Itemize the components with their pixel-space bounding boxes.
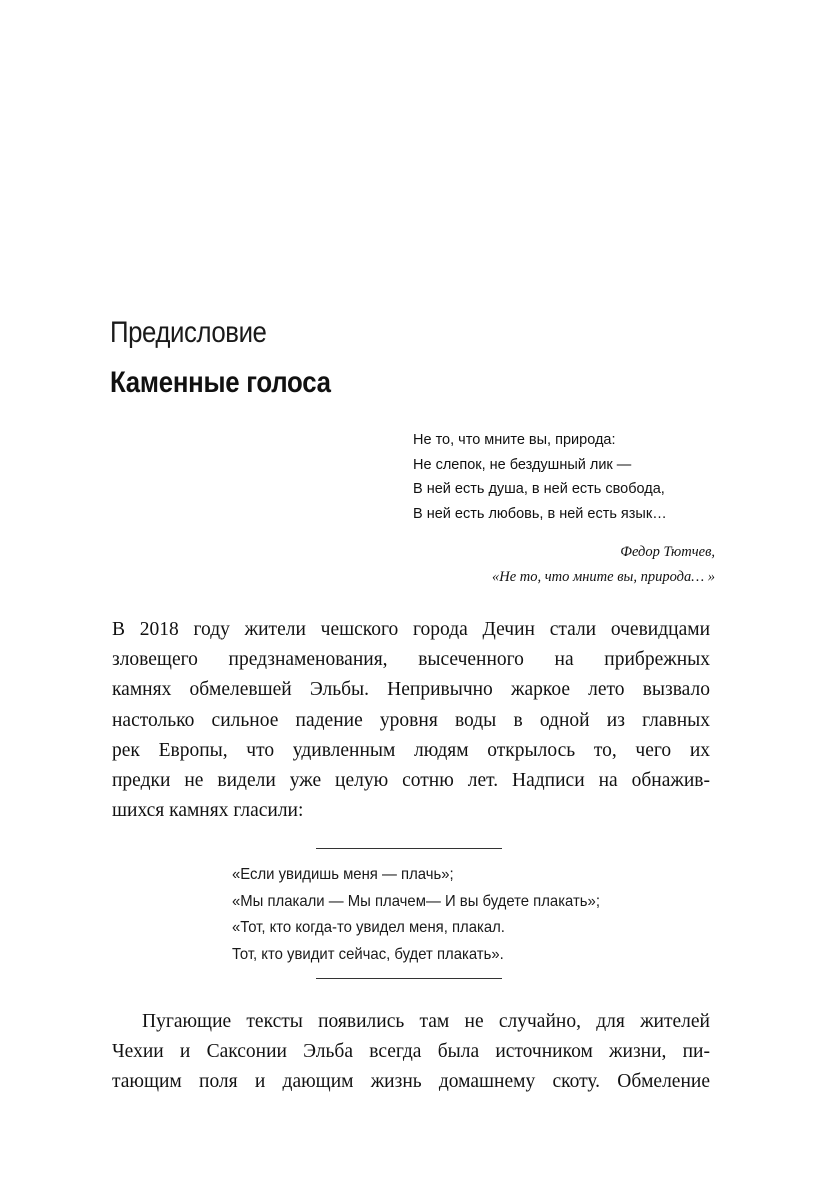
inscription-divider-bottom <box>316 978 502 979</box>
inscription-line: «Тот, кто когда-то увидел меня, плакал. <box>232 919 505 936</box>
inscription-divider-top <box>316 848 502 849</box>
paragraph-line: Пугающие тексты появились там не случайно, для жителей <box>142 1011 710 1032</box>
paragraph-line: тающим поля и дающим жизнь домашнему скоту. Обмеление <box>112 1071 710 1093</box>
paragraph-line: Чехии и Саксонии Эльба всегда была источником жизни, пи- <box>112 1041 710 1063</box>
attribution-author: Федор Тютчев, <box>620 544 715 560</box>
stone-inscription-quote <box>232 862 600 968</box>
epigraph-line: В ней есть душа, в ней есть свобода, <box>413 481 665 497</box>
section-label: Предисловие <box>110 316 267 349</box>
epigraph-attribution <box>492 540 715 589</box>
inscription-line: «Мы плакали — Мы плачем— И вы будете плакать»; <box>232 892 600 910</box>
paragraph-line: настолько сильное падение уровня воды в одной из главных <box>112 709 710 731</box>
paragraph-line: В 2018 году жители чешского города Дечин стали очевидцами <box>112 619 710 640</box>
paragraph-line: рек Европы, что удивленным людям открылось то, чего их <box>112 739 710 761</box>
paragraph-line: предки не видели уже целую сотню лет. Надписи на обнажив- <box>112 770 710 792</box>
attribution-source: «Не то, что мните вы, природа… » <box>491 568 715 585</box>
chapter-title: Каменные голоса <box>110 366 331 399</box>
paragraph-1 <box>112 615 710 826</box>
paragraph-line: шихся камнях гласили: <box>112 800 304 822</box>
paragraph-2 <box>112 1007 710 1098</box>
inscription-line: Тот, кто увидит сейчас, будет плакать». <box>232 945 504 963</box>
paragraph-line: камнях обмелевшей Эльбы. Непривычно жаркое лето вызвало <box>112 679 710 701</box>
epigraph-line: Не слепок, не бездушный лик — <box>413 456 632 473</box>
paragraph-line: зловещего предзнаменования, высеченного на прибрежных <box>112 649 710 671</box>
epigraph-line: В ней есть любовь, в ней есть язык… <box>413 505 667 522</box>
epigraph-line: Не то, что мните вы, природа: <box>413 432 616 448</box>
inscription-line: «Если увидишь меня — плачь»; <box>232 866 454 883</box>
epigraph <box>413 428 723 526</box>
